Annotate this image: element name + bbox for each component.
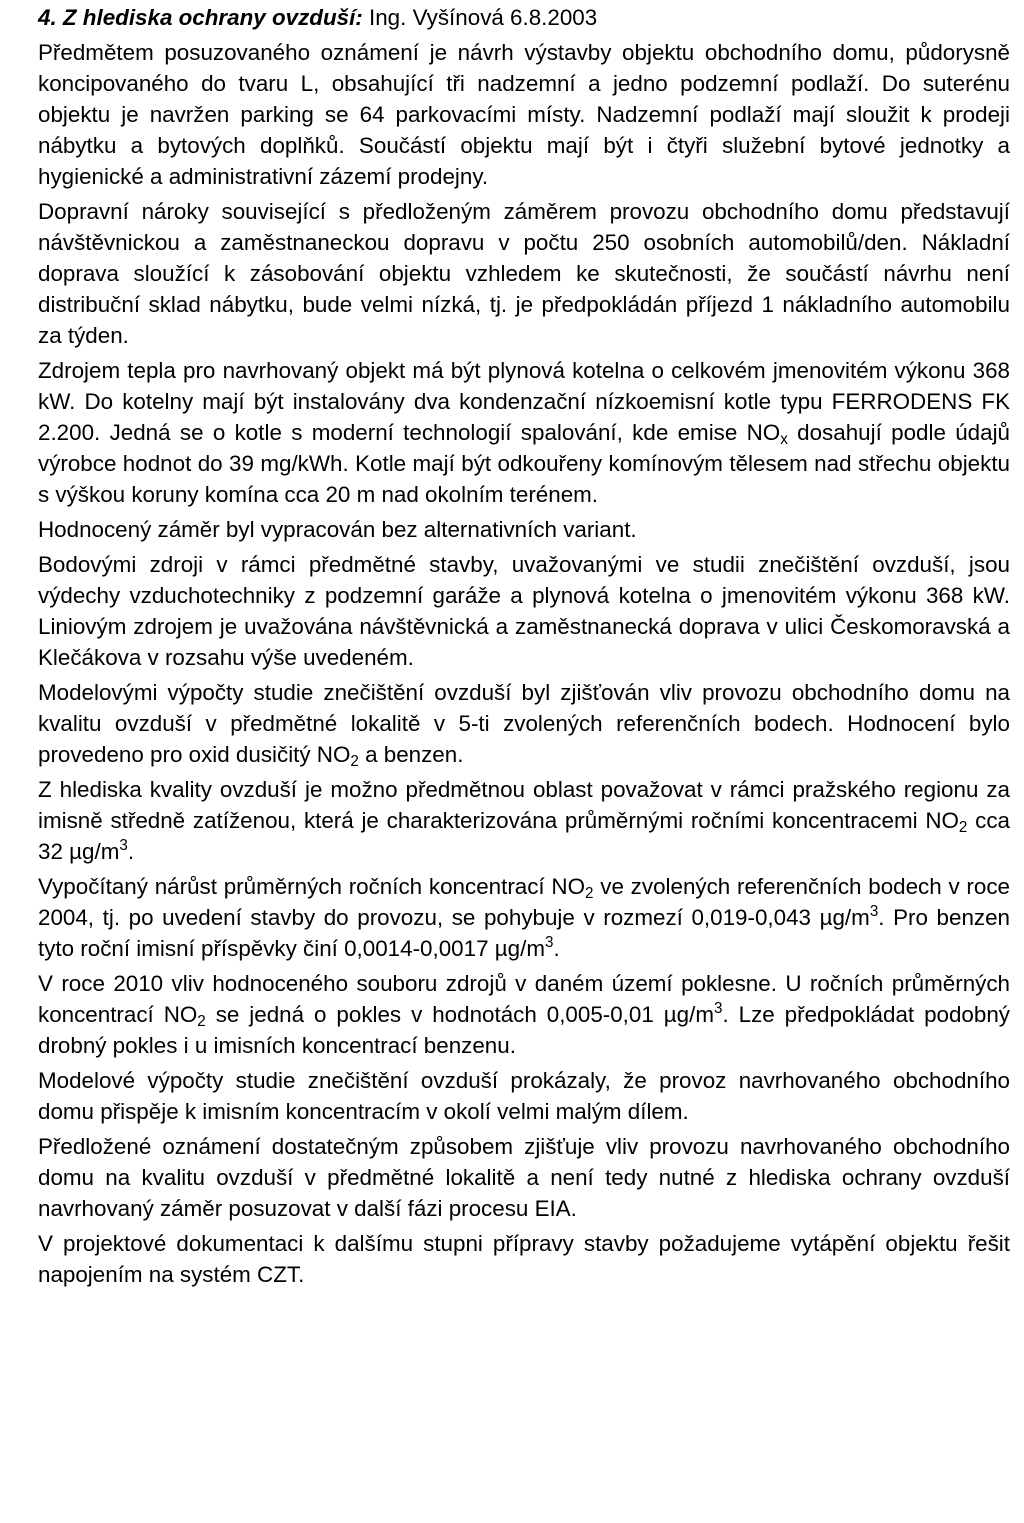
text-run: a benzen. bbox=[358, 742, 464, 767]
subscript: 2 bbox=[958, 818, 968, 836]
text-run: ve zvolených referenčních bodech v roce 2004, tj. po uvedení stavby do provozu, se pohybuje v rozmezí 0,019-0,043 µg/m bbox=[38, 874, 1010, 930]
text-run: Vypočítaný nárůst průměrných ročních koncentrací NO bbox=[38, 874, 586, 899]
superscript: 3 bbox=[713, 999, 723, 1017]
subscript: 2 bbox=[585, 884, 594, 902]
text-run: Modelovými výpočty studie znečištění ovzduší byl zjišťován vliv provozu obchodního domu na kvalitu ovzduší v předmětné lokalitě v 5-ti zvolených referenčních bodech. Hodnocení bylo provedeno pro oxid dusičitý NO bbox=[38, 680, 1010, 767]
paragraph-requirement: V projektové dokumentaci k dalšímu stupni přípravy stavby požadujeme vytápění objektu řešit napojením na systém CZT. bbox=[38, 1231, 1010, 1287]
paragraph-eia-conclusion: Předložené oznámení dostatečným způsobem zjišťuje vliv provozu navrhovaného obchodního domu na kvalitu ovzduší v předmětné lokalitě a není tedy nutné z hlediska ochrany ovzduší navrhovaný záměr posuzovat v další fázi procesu EIA. bbox=[38, 1134, 1010, 1221]
text-run: V roce 2010 vliv hodnoceného souboru zdrojů v daném území poklesne. U ročních průměrných koncentrací NO bbox=[38, 971, 1010, 1027]
paragraph-model-conclusion: Modelové výpočty studie znečištění ovzduší prokázaly, že provoz navrhovaného obchodního domu přispěje k imisním koncentracím v okolí velmi malým dílem. bbox=[38, 1068, 1010, 1124]
section-title: 4. Z hlediska ochrany ovzduší: bbox=[38, 5, 363, 30]
text-run: . Pro benzen tyto roční imisní příspěvky činí 0,0014-0,0017 µg/m bbox=[38, 905, 1010, 961]
text-run: Z hlediska kvality ovzduší je možno předmětnou oblast považovat v rámci pražského regionu za imisně středně zatíženou, která je charakterizována průměrnými ročními koncentracemi NO bbox=[38, 777, 1010, 833]
paragraph-model-study bbox=[38, 677, 1010, 770]
superscript: 3 bbox=[869, 902, 879, 920]
paragraph-traffic: Dopravní nároky související s předloženým záměrem provozu obchodního domu představují návštěvnickou a zaměstnaneckou dopravu v počtu 250 osobních automobilů/den. Nákladní doprava sloužící k zásobování objektu vzhledem ke skutečnosti, že součástí návrhu není distribuční sklad nábytku, bude velmi nízká, tj. je předpokládán příjezd 1 nákladního automobilu za týden. bbox=[38, 199, 1010, 348]
paragraph-project-description: Předmětem posuzovaného oznámení je návrh výstavby objektu obchodního domu, půdorysně koncipovaného do tvaru L, obsahující tři nadzemní a jedno podzemní podlaží. Do suterénu objektu je navržen parking se 64 parkovacími místy. Nadzemní podlaží mají sloužit k prodeji nábytku a bytových doplňků. Součástí objektu mají být i čtyři služební bytové jednotky a hygienické a administrativní zázemí prodejny. bbox=[38, 40, 1010, 189]
subscript: x bbox=[780, 430, 788, 448]
text-run: dosahují podle údajů výrobce hodnot do 39 mg/kWh. Kotle mají být odkouřeny komínovým tělesem nad střechu objektu s výškou koruny komína cca 20 m nad okolním terénem. bbox=[38, 420, 1011, 507]
paragraph-sources: Bodovými zdroji v rámci předmětné stavby, uvažovanými ve studii znečištění ovzduší, jsou výdechy vzduchotechniky z podzemní garáže a plynová kotelna o jmenovitém výkonu 368 kW. Liniovým zdrojem je uvažována návštěvnická a zaměstnanecká doprava v ulici Českomoravská a Klečákova v rozsahu výše uvedeném. bbox=[38, 552, 1010, 670]
text-run: . bbox=[553, 936, 560, 961]
text-run: . Lze předpokládat podobný drobný pokles i u imisních koncentrací benzenu. bbox=[38, 1002, 1010, 1058]
superscript: 3 bbox=[544, 933, 554, 951]
paragraph-calculated-increase bbox=[38, 871, 1010, 964]
paragraph-air-quality bbox=[38, 774, 1010, 867]
paragraph-2010-decrease bbox=[38, 968, 1010, 1061]
text-run: se jedná o pokles v hodnotách 0,005-0,01 µg/m bbox=[205, 1002, 714, 1027]
superscript: 3 bbox=[119, 836, 128, 854]
paragraph-alternatives: Hodnocený záměr byl vypracován bez alternativních variant. bbox=[38, 517, 637, 542]
text-run: . bbox=[127, 839, 135, 864]
subscript: 2 bbox=[350, 752, 359, 770]
subscript: 2 bbox=[197, 1012, 206, 1030]
text-run: cca 32 µg/m bbox=[38, 808, 1010, 864]
text-run: Zdrojem tepla pro navrhovaný objekt má být plynová kotelna o celkovém jmenovitém výkonu 368 kW. Do kotelny mají být instalovány dva kondenzační nízkoemisní kotle typu FERRODENS FK 2.200. Jedná se o kotle s moderní technologií spalování, kde emise NO bbox=[38, 358, 1010, 445]
author-date: Ing. Vyšínová 6.8.2003 bbox=[369, 5, 598, 30]
paragraph-heat-source bbox=[38, 355, 1010, 510]
section-header bbox=[38, 2, 1010, 33]
